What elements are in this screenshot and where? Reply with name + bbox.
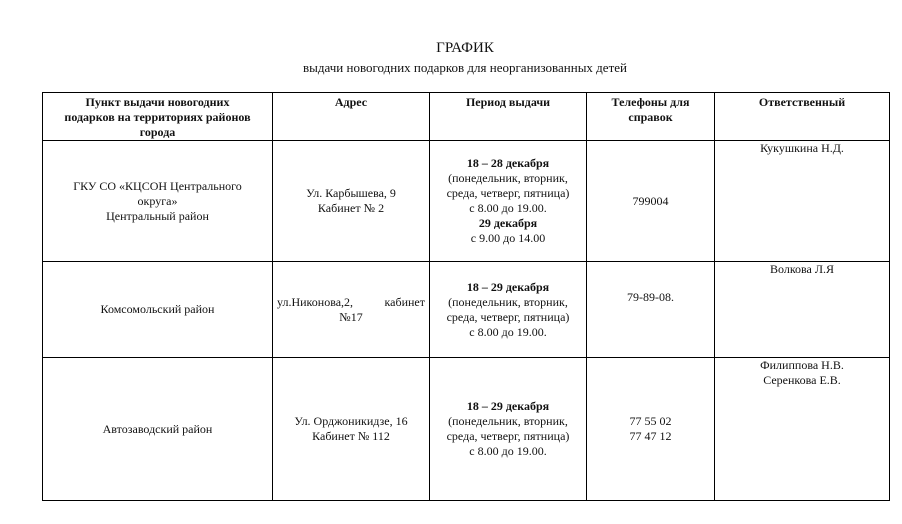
- period-days: (понедельник, вторник,: [448, 414, 568, 428]
- address-cell: [273, 141, 430, 262]
- header-point-line: Пункт выдачи новогодних: [85, 95, 230, 109]
- schedule-table: [42, 92, 890, 501]
- point-cell: [43, 358, 273, 501]
- header-responsible: Ответственный: [715, 93, 890, 141]
- table-row: [43, 141, 890, 262]
- address-line: №17: [339, 309, 363, 324]
- period-dates: 18 – 29 декабря: [466, 399, 550, 413]
- address-line: Ул. Орджоникидзе, 16: [294, 414, 408, 428]
- phone-number: 799004: [632, 193, 669, 208]
- point-line: округа»: [137, 193, 178, 208]
- header-phones-line: Телефоны для: [611, 95, 690, 109]
- period-time: с 9.00 до 14.00: [470, 231, 546, 245]
- phone-number: 77 47 12: [629, 429, 672, 443]
- address-line: Ул. Карбышева, 9: [306, 186, 396, 200]
- document-subtitle: выдачи новогодних подарков для неорганизованных детей: [303, 60, 627, 75]
- header-point: [43, 93, 273, 141]
- table-header-row: [43, 93, 890, 141]
- header-point-line: города: [139, 125, 176, 139]
- header-point-line: подарков на территориях районов: [64, 110, 251, 124]
- responsible-cell: [715, 358, 890, 501]
- period-cell: [430, 141, 587, 262]
- phone-number: 77 55 02: [629, 414, 672, 428]
- point-cell: [43, 262, 273, 358]
- table-row: [43, 262, 890, 358]
- period-cell: [430, 262, 587, 358]
- responsible-name: Волкова Л.Я: [769, 262, 835, 276]
- table-row: [43, 358, 890, 501]
- point-line: Центральный район: [106, 208, 209, 223]
- header-phones: [587, 93, 715, 141]
- period-days: среда, четверг, пятница): [446, 309, 570, 324]
- point-line: ГКУ СО «КЦСОН Центрального: [73, 178, 242, 193]
- responsible-name: Кукушкина Н.Д.: [760, 141, 844, 155]
- period-dates: 18 – 28 декабря: [466, 156, 550, 170]
- address-line: Кабинет № 2: [317, 201, 385, 215]
- address-cell: [273, 358, 430, 501]
- responsible-name: Филиппова Н.В.: [760, 358, 844, 372]
- phone-number: 79-89-08.: [627, 290, 674, 304]
- period-days: (понедельник, вторник,: [448, 294, 568, 309]
- header-address: Адрес: [273, 93, 430, 141]
- point-line: Автозаводский район: [102, 421, 213, 436]
- point-cell: [43, 141, 273, 262]
- period-dates: 29 декабря: [478, 216, 538, 230]
- address-cell: [273, 262, 430, 358]
- responsible-cell: [715, 262, 890, 358]
- period-days: среда, четверг, пятница): [446, 429, 570, 443]
- period-time: с 8.00 до 19.00.: [469, 324, 547, 339]
- period-cell: [430, 358, 587, 501]
- responsible-cell: [715, 141, 890, 262]
- responsible-name: Серенкова Е.В.: [763, 373, 841, 387]
- period-time: с 8.00 до 19.00.: [469, 201, 547, 215]
- header-period: Период выдачи: [430, 93, 587, 141]
- document-title: ГРАФИК: [436, 40, 494, 56]
- phone-cell: [587, 358, 715, 501]
- address-line: ул.Никонова,2, кабинет: [277, 294, 425, 309]
- period-days: среда, четверг, пятница): [446, 186, 570, 200]
- address-line: Кабинет № 112: [312, 429, 390, 443]
- period-time: с 8.00 до 19.00.: [469, 444, 547, 458]
- phone-cell: [587, 262, 715, 358]
- point-line: Комсомольский район: [100, 302, 215, 316]
- period-dates: 18 – 29 декабря: [466, 279, 550, 294]
- phone-cell: [587, 141, 715, 262]
- period-days: (понедельник, вторник,: [448, 171, 568, 185]
- header-phones-line: справок: [628, 110, 673, 124]
